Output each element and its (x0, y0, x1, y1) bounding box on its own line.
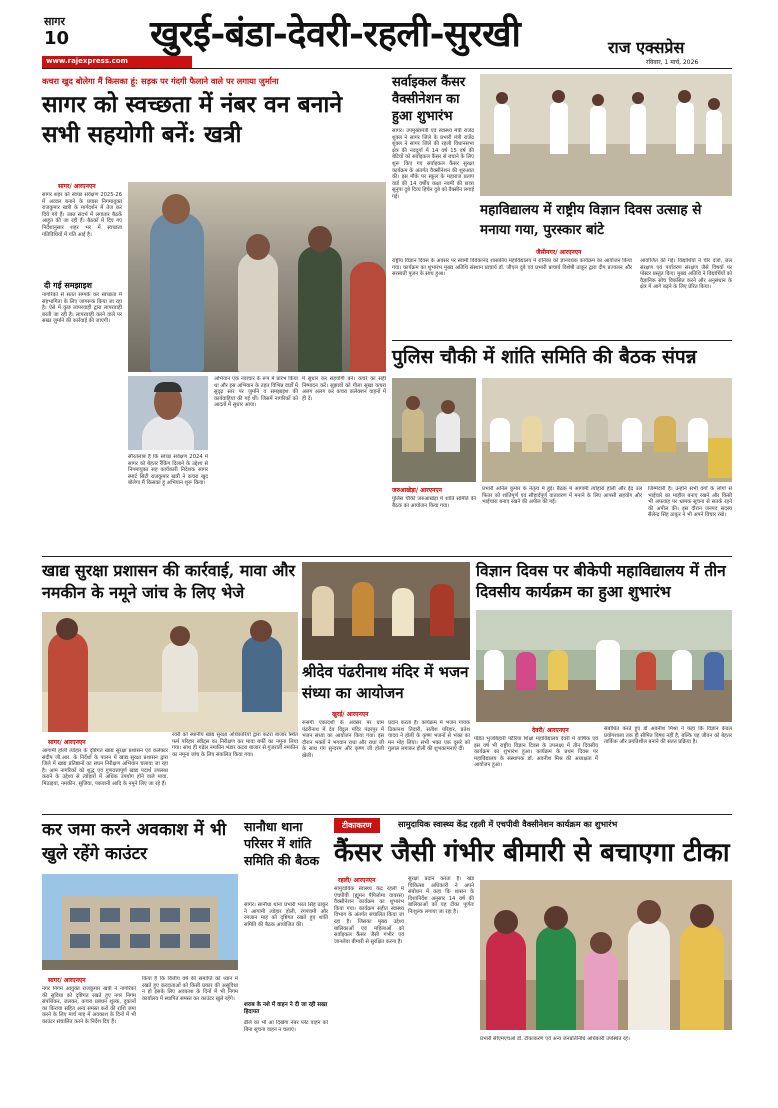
story3-headline: महाविद्यालय में राष्ट्रीय विज्ञान दिवस उत्साह से मनाया गया, पुरस्कार बांटे (480, 202, 702, 238)
story8-body: नगर निगम आयुक्त राजकुमार खत्री ने नागरिकों की सुविधा को दृष्टिगत रखते हुए नगर निगम संपत्तिकर, जलकर, कचरा प्रबंधन शुल्क, दुकानों का किराया सहित अन्य समस्त करों की राशि जमा करने के लिए मार्च माह में अवकाश के दिनों में भी काउंटर संचालित करने के निर्देश दिए हैं। (42, 986, 136, 1025)
story10-caption: प्रभारी सीएमएचओ डॉ. टीकाकरण एवं अन्य जनप्रतिनिधि अधिकारी उपस्थित रहे। (480, 1036, 630, 1042)
story5-body2: रवरी को स्थानीय खाद्य सुरक्षा अधिकारियों द्वारा कटरा बाजार स्थित फर्म परिहार स्वीट्स का निरीक्षण कर मावा बर्फी का नमूना लिया गया। साथ ही गढ़ेल नमकीन भंडार कटरा बाजार से गुजराती नमकीन का नमूना जांच के लिए संकलित किया गया। (172, 732, 298, 758)
story3-body2: आयोजित की गई। विद्यार्थियों ने चीर दंजों, जल संरक्षण एवं पर्यावरण संरक्षण जैसे विषयों पर पोस्टर प्रस्तुत किए। मुख्य अतिथि ने विद्यार्थियों को वैज्ञानिक सोच विकसित करने और अनुसंधान के क्षेत्र में आगे बढ़ने के लिए प्रेरित किया। (640, 258, 732, 291)
masthead (0, 0, 778, 70)
story7-body2: संबोधित करते हुए डॉ अवनीश मिश्रा ने कहा कि विज्ञान केवल प्रयोगशाला तक ही सीमित विषय नहीं है, बल्कि यह जीवन को बेहतर तार्किक और प्रगतिशील बनाने की सतत प्रक्रिया है। (604, 726, 732, 746)
story1-byline: सागर/ आरएनएन (58, 183, 96, 190)
story10-body2: सुरक्षा प्रदान करता है। खंड चिकित्सा अधिकारी ने अपने संबोधन में कहा कि शासन के दिशानिर्देश अनुसार 14 वर्ष की बालिकाओं को यह टीका पूर्णतः निःशुल्क लगाया जा रहा है। (408, 876, 474, 915)
story1-headline: सागर को स्वच्छता में नंबर वन बनाने सभी सहयोगी बनें: खत्री (42, 91, 343, 148)
story6-body: रूसगी एकादशी के अवसर पर ग्राम पंढरीनाथ में देव विट्ठल मंदिर पंढरपुर में भजन संध्या का आयोजन किया गया। इस दौरान भक्तों ने भगवान राधा और राधा जी के साथ गंग सुन्दरम और कृष्ण जी होली खेली। (302, 720, 384, 759)
story-tax (42, 818, 238, 1104)
photo-municipal-building (42, 874, 238, 970)
photo-bhajan (302, 562, 470, 660)
photo-bkp-event (476, 610, 732, 722)
story-sanodha (244, 818, 328, 1104)
story4-byline: जरुआखेड़ा/ आरएनएन (392, 487, 443, 494)
page-number: 10 (44, 28, 70, 49)
story-police (392, 344, 732, 552)
story7-body: पंडित भुजबिहारी पटैरिया शिक्षा महाविद्यालय देवरी में वार्षिक एवं इस वर्ष भी राष्ट्रीय विज्ञान दिवस के उपलक्ष्य में तीन दिवसीय कार्यक्रम का शुभारंभ हुआ। कार्यक्रम के प्रथम दिवस पर महाविद्यालय के संस्थापक डॉ. अवनीश मिश्र की अध्यक्षता में आयोजन हुआ। (474, 736, 598, 769)
story5-body: आगामी होली त्योहार के दृष्टिगत खाद्य सुरक्षा प्रशासन एवं कलेक्टर संदीप जी.आर. के निर्देशों के पालन में खाद्य सुरक्षा प्रशासन द्वारा जिले में खाद्य प्रतिष्ठानों का सघन निरीक्षण अभियान चलाया जा रहा है। आम नागरिकों को शुद्ध एवं गुणवत्तापूर्ण खाद्य पदार्थ उपलब्ध कराने के उद्देश्य से त्योहारों में अधिक उपयोग होने वाले मावा, मिठाइयां, नमकीन, सूजिया, पकवानी आदि के नमूने लिए जा रहे हैं। (42, 748, 168, 787)
story3-byline: जैसीनगर/ आरएनएन (536, 249, 582, 256)
photo-police-attendees (482, 378, 732, 482)
story-bhajan (302, 662, 470, 810)
story-bkp (476, 560, 732, 810)
story10-headline: कैंसर जैसी गंभीर बीमारी से बचाएगा टीका (334, 838, 730, 868)
story10-kicker: सामुदायिक स्वास्थ्य केंद्र रहली में एचपीवी वैक्सीनेशन कार्यक्रम का शुभारंभ (398, 819, 618, 829)
story3-body: राष्ट्रीय विज्ञान दिवस के अवसर पर स्वामी विवेकानंद शासकीय महाविद्यालय में रानिका को ज्ञानवर्धक कार्यक्रम का आयोजन किया गया। कार्यक्रम का शुभारंभ मुख्य अतिथि संस्थान प्राचार्य डॉ. जीएल दुबे एवं प्रभारी प्राचार्य विशेषी ठाकुर द्वारा दीप प्रज्वलन और सरस्वती पूजन के साथ हुआ। (392, 258, 632, 278)
divider-row3 (42, 814, 732, 815)
story10-tag: टीकाकरण (334, 818, 380, 833)
photo-commissioner (128, 376, 208, 450)
photo-hpv-vaccination (480, 880, 732, 1030)
story5-headline: खाद्य सुरक्षा प्रशासन की कार्रवाई, मावा और नमकीन के नमूने जांच के लिए भेजे (42, 561, 296, 602)
story2-body: सागर। उपमुख्यमंत्री एवं स्वास्थ्य मंत्री राजेंद्र शुक्ल ने सागर जिले के प्रभारी मंत्री राजेंद्र शुक्ल ने सागर जिले की रहली विधानसभा क्षेत्र की नवदुर्गा में 14 वर्ष 15 वर्ष की बेटियों को सर्वाइकल कैंसर से बचाने के लिए शुरू किए गए सर्वाइकल कैंसर सुरक्षा कार्यक्रम के अंतर्गत वैक्सीनेशन की शुरुआत की। इस मौके पर स्कूल के महाराज प्रताप वार्ड की 14 वर्षीय कक्षा नवमीं की छात्रा सुनुपा दुबे दिव्य हिचेन दुबे को वैक्सीन लगाई गई। (392, 128, 474, 200)
masthead-rule (42, 68, 732, 69)
story6-body2: प्रदान करता है। कार्यक्रम में भजन गायक ठिकानश तिवारी, सतीश परिहार, प्रतेश यादव ने होली के कृष्ण भजनों से भक्त का मन मोह लिया। सभी भक्त एक दूसरे को गुलाल लगाकर होली की शुभकामनाएं दीं। (388, 720, 470, 753)
story1-body-e: में सुधार कर सहयोगी बनें। कचरे का सही निष्पादन करें। सुझावों को गीला सूखा कचरा अलग अलग कर कचरा कलेक्शन वाहनों में ही दें। (302, 376, 386, 402)
story2-headline: सर्वाइकल कैंसर वैक्सीनेशन का हुआ शुभारंभ (392, 75, 466, 124)
city-label: सागर (44, 15, 65, 28)
divider-row2 (42, 556, 732, 557)
story4-body: प्रभारी अनिल कुमार के नेतृत्व में हुई। बैठक में आगामी त्योहारों होली और ईद उल फितर को शांतिपूर्ण एवं सौहार्दपूर्ण वातावरण में मनाने के लिए आपसी सहयोग और भाईचारा बनाए रखने की अपील की गई। (482, 486, 642, 506)
story-science-day (392, 200, 732, 342)
story5-byline: सागर/ आरएनएन (48, 739, 86, 746)
story8-byline: सागर/ आरएनएन (48, 977, 86, 984)
story7-headline: विज्ञान दिवस पर बीकेपी महाविद्यालय में तीन दिवसीय कार्यक्रम का हुआ शुभारंभ (476, 561, 726, 601)
page-title: खुरई-बंडा-देवरी-रहली-सुरखी (150, 13, 521, 55)
photo-swachhata-team (128, 182, 386, 372)
photo-police-meeting (392, 378, 476, 482)
story1-body-a: सागर शहर को स्वच्छ सर्वेक्षण 2025-26 में अव्वल बनाने के प्रयास निगमायुक्त राजकुमार खत्री के मार्गदर्शन में तेज कर दिये गये हैं। उक्त संदर्भ में लगातार बैठकें आहूत की जा रही हैं। बैठकों में दिए गए निर्देशानुसार शहर भर में स्वच्छता गतिविधियों में गति आई है। (42, 192, 122, 238)
divider-story4 (392, 340, 732, 341)
paper-name: राज एक्सप्रेस (608, 38, 685, 57)
story6-byline: खुरई/ आरएनएन (332, 711, 369, 718)
story10-byline: रहली/ आरएनएन (338, 877, 376, 884)
story8-headline: कर जमा करने अवकाश में भी खुले रहेंगे काउंटर (42, 820, 227, 864)
photo-food-sample (42, 612, 298, 732)
story-swachhata (42, 74, 386, 544)
story1-subhead: दी गई समझाइश (44, 281, 93, 290)
photo-science-day-students (480, 74, 732, 196)
story7-byline: देवरी/ आरएनएन (532, 727, 569, 734)
story9-body2: ढीले का भी आ दिखेगा नंबर प्लेट वाहन को बिना सूचना वाहन न चलाएं। (244, 1020, 328, 1033)
story8-body2: किया है कि वित्तीय वर्ष की समाप्ति को ध्यान में रखते हुए करदाताओं को किसी प्रकार की असुविधा न हो इसके लिए अवकाश के दिनों में भी निगम कार्यालय में स्थापित समस्त कर काउंटर खुले रहेंगे। (142, 976, 238, 1002)
story4-headline: पुलिस चौकी में शांति समिति की बैठक संपन्न (392, 346, 697, 368)
story9-subhead: शराब के नशे में वाहन ने दी जा रही सख्त हिदायत (244, 1002, 328, 1015)
story-hpv (334, 818, 732, 1104)
url-text[interactable]: www.rajexpress.com (46, 57, 128, 65)
date-line: रविवार, 1 मार्च, 2026 (646, 59, 699, 66)
story1-body-b: नागरिकों से सतत सम्पर्क कर स्वच्छता में सहभागिता के लिए जागरूक किया जा रहा है। ऐसे में कुछ लापरवाही द्वारा लापरवाही बरती जा रही है। लापरवाही करने वाले पर सख्त जुर्माने की कार्रवाई की जाएगी। (42, 292, 122, 325)
story1-kicker: कचरा खुद बोलेगा मैं किसका हूं: सड़क पर गंदगी फैलाने वाले पर लगाया जुर्माना (42, 76, 279, 86)
story-food-safety (42, 560, 298, 810)
story4-caption: पुलिस चौकी जरुआखेड़ा में शांति समिति की बैठक का आयोजन किया गया। (392, 496, 476, 509)
story10-body: सामुदायिक स्वास्थ्य केंद्र रहली में एचपीवी (ह्यूमन पैपिलोमा वायरस) वैक्सीनेशन कार्यक्रम का शुभारंभ किया गया। कार्यक्रम सहीत स्वास्थ्य विभाग के अंतर्गत संचालित किया जा रहा है। जिसका मुख्य उद्देश्य बालिकाओं एवं महिलाओं को सर्वाइकल कैंसर जैसी गंभीर एवं जानलेवा बीमारी से सुरक्षित करना है। (334, 886, 404, 945)
story9-body: सागर। सानौधा थाना प्रभारी भरत सिंह ठाकुर ने आगामी त्योहार होली, रंगपंचमी और रमजान माह को दृष्टिगत रखते हुए शांति समिति की बैठक आयोजित की। (244, 902, 328, 928)
story9-headline: सानौधा थाना परिसर में शांति समिति की बैठक (244, 819, 320, 868)
story6-headline: श्रीदेव पंढरीनाथ मंदिर में भजन संध्या का आयोजन (302, 663, 469, 702)
story1-body-c: सौरतलाब है कि स्वच्छ सर्वेक्षण 2024 में सागर को बेहतर रैंकिंग दिलाने के उद्देश्य से निगमायुक्त सह कार्यकारी निदेशक सागर स्मार्ट सिटी राजकुमार खत्री ने कचरा खुद बोलेगा मैं किसका हूं अभियान शुरू किया। (128, 454, 208, 487)
story1-body-d: अभियान एक नवाचार के रूप में प्रारंभ किया था और इस अभियान के तहत विभिन्न वार्डों में सुदृढ़ स्तर पर जुर्माने व समझाइश की कार्यवाहियां की गई थीं। जिसमें नागरिकों को आदतों में सुधार आया। (214, 376, 298, 409)
story4-body2: जिम्मेदारी है। उन्होंने सभी वर्गों के लोगों से भाईचारे का माहौल बनाए रखने और किसी भी अफवाह पर भ्रामक सूचना से सतर्क रहने की अपील की। इस दौरान जनपद सदस्य सैलेन्द्र सिंह ठाकुर ने भी अपने विचार रखे। (648, 486, 732, 519)
